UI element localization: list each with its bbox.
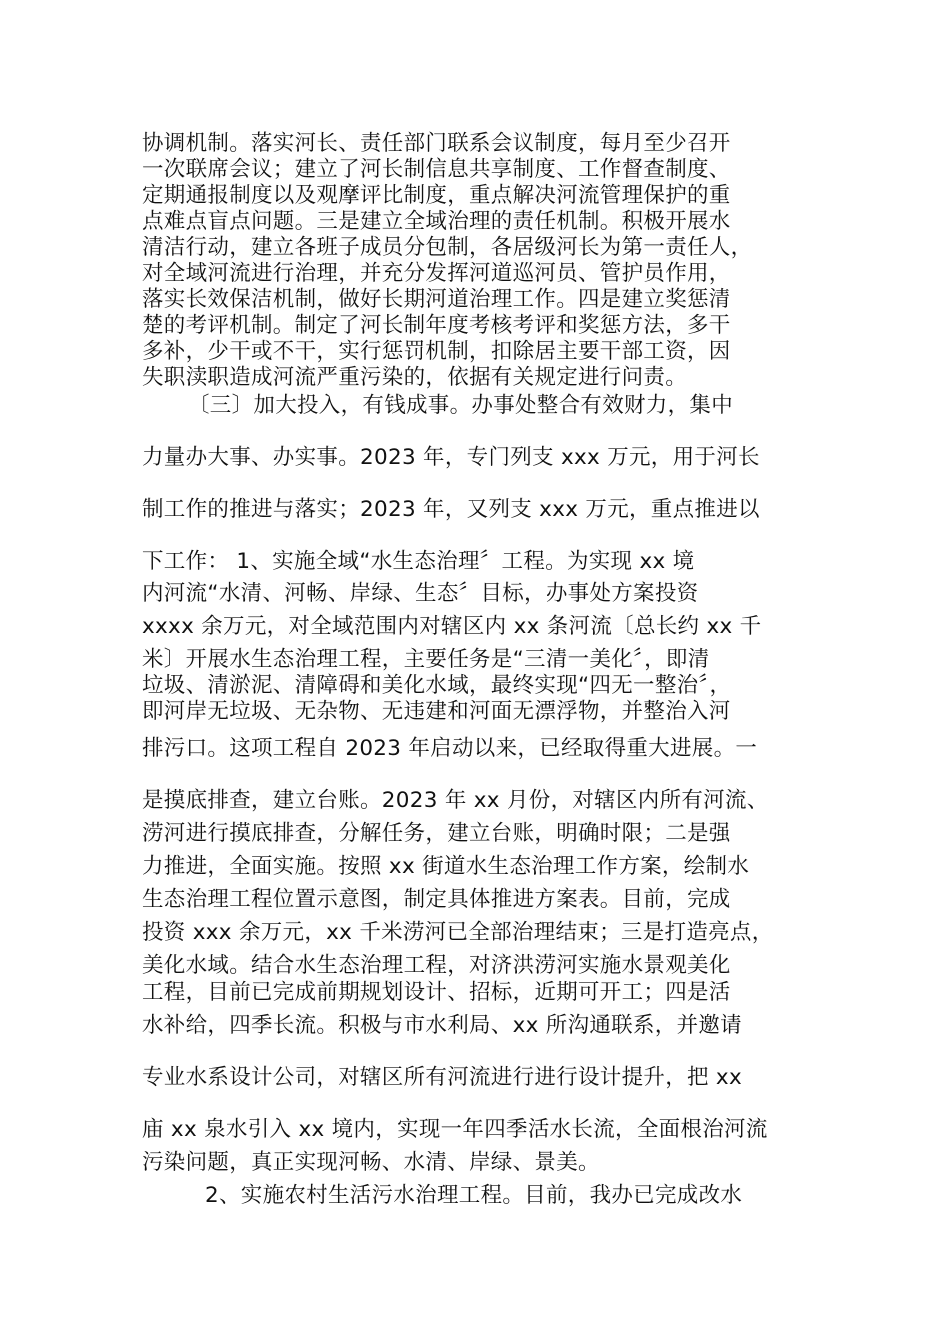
text-line: 协调机制。落实河长、责任部门联系会议制度，每月至少召开	[142, 131, 731, 156]
text-line: 投资 xxx 余万元，xx 千米涝河已全部治理结束；三是打造亮点，	[142, 920, 774, 945]
text-line: 美化水域。结合水生态治理工程，对济洪涝河实施水景观美化	[142, 953, 731, 978]
text-line: 清洁行动，建立各班子成员分包制，各居级河长为第一责任人，	[142, 235, 753, 260]
text-line: 多补，少干或不干，实行惩罚机制，扣除居主要干部工资，因	[142, 339, 731, 364]
paragraph-item-2: 2、实施农村生活污水治理工程。目前，我办已完成改水	[205, 1183, 743, 1208]
text-line: 工程，目前已完成前期规划设计、招标，近期可开工；四是活	[142, 980, 731, 1005]
text-line: 内河流“水清、河畅、岸绿、生态〞目标，办事处方案投资	[142, 581, 699, 606]
text-line: 庙 xx 泉水引入 xx 境内，实现一年四季活水长流，全面根治河流	[142, 1117, 768, 1142]
text-line: 对全域河流进行治理，并充分发挥河道巡河员、管护员作用，	[142, 261, 731, 286]
text-line: 一次联席会议；建立了河长制信息共享制度、工作督查制度、	[142, 157, 731, 182]
text-line: 力推进，全面实施。按照 xx 街道水生态治理工作方案，绘制水	[142, 854, 750, 879]
text-line: 生态治理工程位置示意图，制定具体推进方案表。目前，完成	[142, 887, 731, 912]
text-line: xxxx 余万元，对全域范围内对辖区内 xx 条河流〔总长约 xx 千	[142, 614, 762, 639]
text-line: 是摸底排查，建立台账。2023 年 xx 月份，对辖区内所有河流、	[142, 788, 769, 813]
text-line: 米〕开展水生态治理工程，主要任务是“三清一美化〞，即清	[142, 647, 710, 672]
text-line: 水补给，四季长流。积极与市水利局、xx 所沟通联系，并邀请	[142, 1013, 742, 1038]
text-line: 力量办大事、办实事。2023 年，专门列支 xxx 万元，用于河长	[142, 445, 760, 470]
text-line: 失职渎职造成河流严重污染的，依据有关规定进行问责。	[142, 365, 688, 390]
text-line: 下工作： 1、实施全域“水生态治理〞工程。为实现 xx 境	[142, 549, 695, 574]
text-line: 定期通报制度以及观摩评比制度，重点解决河流管理保护的重	[142, 183, 731, 208]
paragraph-heading-3: 〔三〕加大投入，有钱成事。办事处整合有效财力，集中	[188, 393, 734, 418]
text-line: 垃圾、清淤泥、清障碍和美化水域，最终实现“四无一整治〞，	[142, 673, 732, 698]
text-line: 排污口。这项工程自 2023 年启动以来，已经取得重大进展。一	[142, 736, 758, 761]
text-line: 点难点盲点问题。三是建立全域治理的责任机制。积极开展水	[142, 209, 731, 234]
text-line: 涝河进行摸底排查，分解任务，建立台账，明确时限；二是强	[142, 821, 731, 846]
text-line: 制工作的推进与落实；2023 年，又列支 xxx 万元，重点推进以	[142, 497, 760, 522]
text-line: 即河岸无垃圾、无杂物、无违建和河面无漂浮物，并整治入河	[142, 699, 731, 724]
text-line: 楚的考评机制。制定了河长制年度考核考评和奖惩方法，多干	[142, 313, 731, 338]
text-line: 污染问题，真正实现河畅、水清、岸绿、景美。	[142, 1150, 600, 1175]
text-line: 落实长效保洁机制，做好长期河道治理工作。四是建立奖惩清	[142, 287, 731, 312]
text-line: 专业水系设计公司，对辖区所有河流进行进行设计提升，把 xx	[142, 1065, 742, 1090]
